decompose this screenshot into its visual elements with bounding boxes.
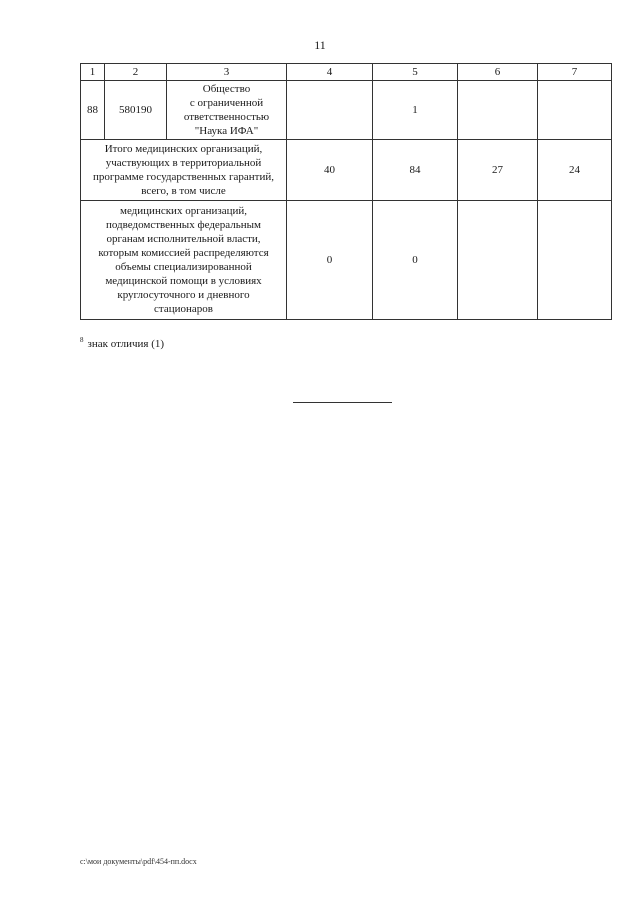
value-cell: 0 bbox=[373, 201, 458, 320]
header-cell: 1 bbox=[81, 64, 105, 81]
value-cell: 0 bbox=[287, 201, 373, 320]
organization-name-cell: Общество с ограниченной ответственностью "Наука ИФА" bbox=[167, 81, 287, 140]
row-number-cell: 88 bbox=[81, 81, 105, 140]
header-cell: 4 bbox=[287, 64, 373, 81]
value-cell bbox=[538, 201, 612, 320]
table-row-total bbox=[81, 140, 612, 201]
table-row-federal bbox=[81, 201, 612, 320]
page-number: 11 bbox=[314, 38, 326, 52]
federal-label-cell: медицинских организаций, подведомственных федеральным органам исполнительной власти, которым комиссией распределяются объемы специализированной медицинской помощи в условиях круглосуточного и дневного стационаров bbox=[81, 201, 287, 320]
header-cell: 3 bbox=[167, 64, 287, 81]
value-cell bbox=[538, 81, 612, 140]
header-cell: 6 bbox=[458, 64, 538, 81]
table-header-row bbox=[81, 64, 612, 81]
footnote-text: знак отличия (1) bbox=[87, 338, 165, 350]
footnote bbox=[80, 336, 164, 350]
header-cell: 5 bbox=[373, 64, 458, 81]
end-of-document-rule bbox=[293, 402, 392, 403]
value-cell: 1 bbox=[373, 81, 458, 140]
file-path: c:\мои документы\pdf\454-пп.docx bbox=[80, 857, 197, 866]
organizations-table bbox=[80, 63, 612, 320]
table-row bbox=[81, 81, 612, 140]
value-cell: 27 bbox=[458, 140, 538, 201]
code-cell: 580190 bbox=[105, 81, 167, 140]
value-cell bbox=[458, 201, 538, 320]
value-cell: 84 bbox=[373, 140, 458, 201]
total-label-cell: Итого медицинских организаций, участвующих в территориальной программе государственных гарантий, всего, в том числе bbox=[81, 140, 287, 201]
header-cell: 2 bbox=[105, 64, 167, 81]
value-cell bbox=[287, 81, 373, 140]
value-cell: 40 bbox=[287, 140, 373, 201]
value-cell bbox=[458, 81, 538, 140]
header-cell: 7 bbox=[538, 64, 612, 81]
footnote-marker: 8 bbox=[80, 336, 84, 344]
value-cell: 24 bbox=[538, 140, 612, 201]
